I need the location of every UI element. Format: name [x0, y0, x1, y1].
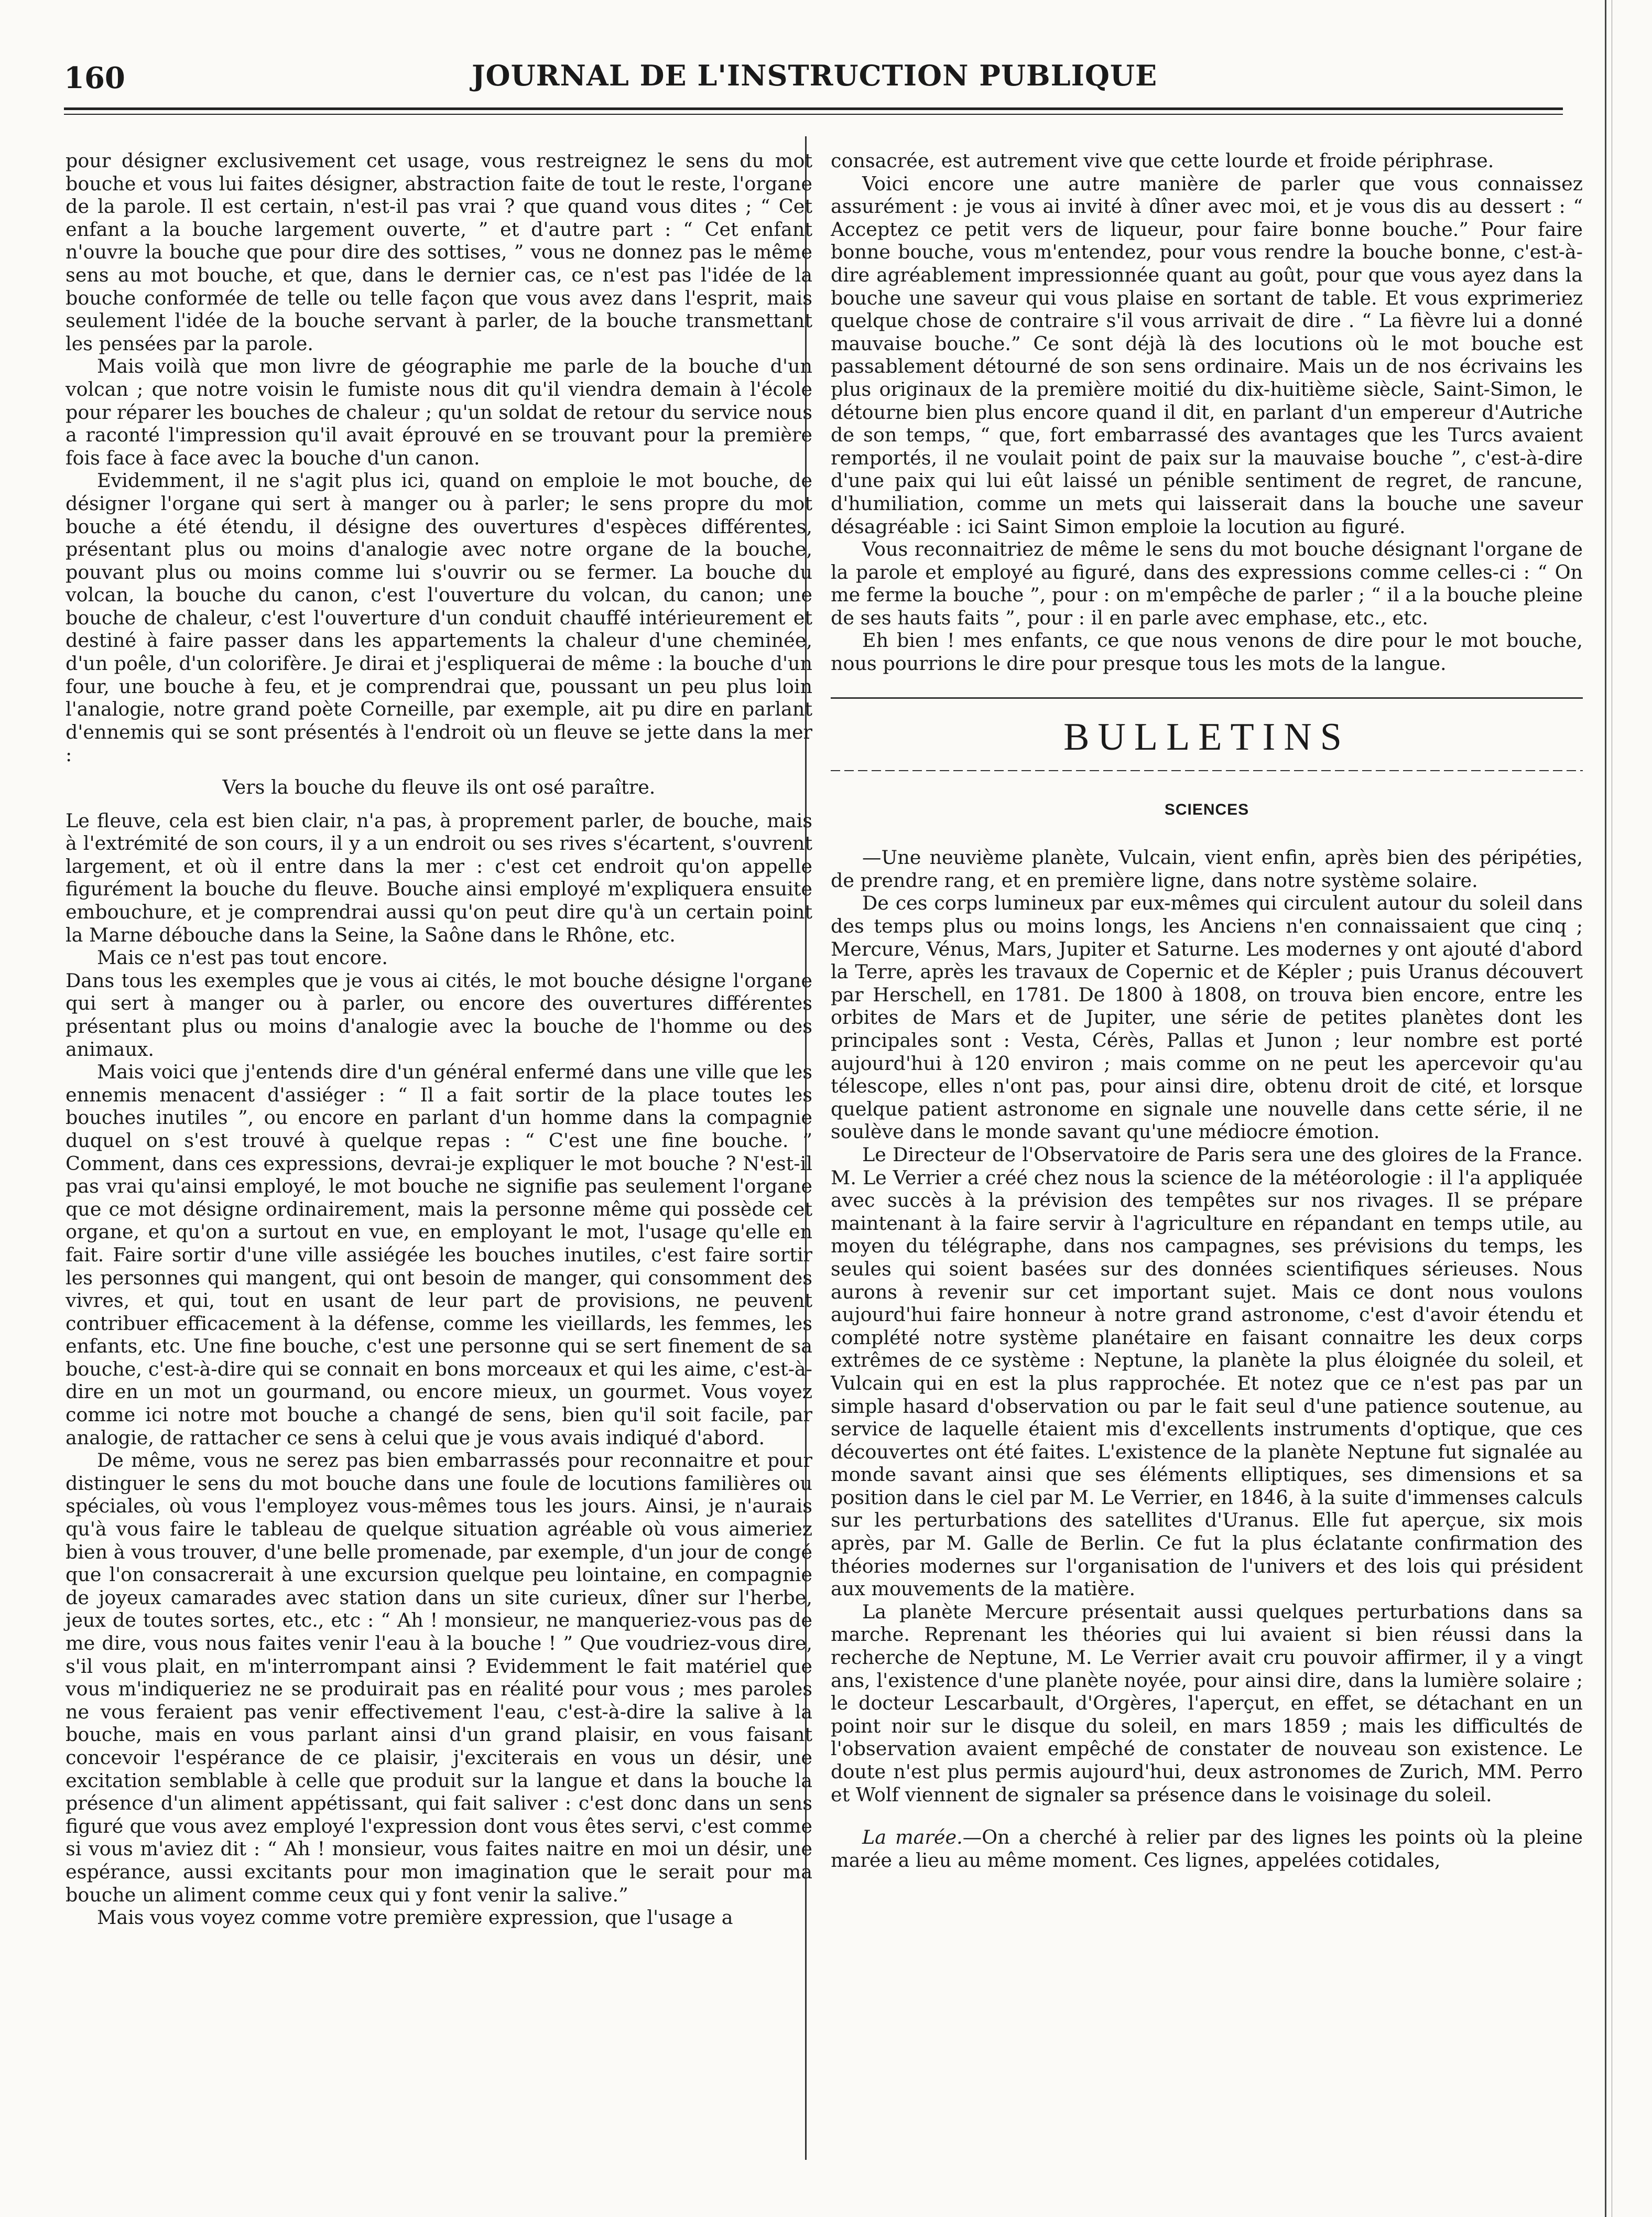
paragraph: Evidemment, il ne s'agit plus ici, quand on emploie le mot bouche, de désigner l'organe qui sert à manger ou à parler; le sens propre du mot bouche a été étendu, il désigne des ouvertures d'espèces différentes, présentant plus ou moins d'analogie avec notre organe de la bouche, pouvant plus ou moins comme lui s'ouvrir ou se fermer. La bouche du volcan, la bouche du canon, c'est l'ouverture du volcan, du canon; une bouche de chaleur, c'est l'ouverture d'un conduit chauffé intérieurement et destiné à faire passer dans les appartements la chaleur d'une cheminée, d'un poêle, d'un colorifère. Je dirai et j'espliquerai de même : la bouche d'un four, une bouche à feu, et je comprendrai que, poussant un peu plus loin l'analogie, notre grand poète Corneille, par exemple, ait pu dire en parlant d'ennemis qui se sont présentés à l'endroit où un fleuve se jette dans la mer :	[66, 469, 812, 766]
header-rule-thin	[64, 114, 1563, 115]
paragraph: Mais vous voyez comme votre première expression, que l'usage a	[97, 1906, 733, 1929]
header-rule	[64, 107, 1563, 110]
paragraph: La planète Mercure présentait aussi quelques perturbations dans sa marche. Reprenant les théories qui lui avaient si bien réussi dans la recherche de Neptune, M. Le Verrier avait cru pouvoir affirmer, il y a vingt ans, l'existence d'une planète noyée, pour ainsi dire, dans la lumière solaire ; le docteur Lescarbault, d'Orgères, l'aperçut, en effet, se détachant en un point noir sur le disque du soleil, en mars 1859 ; mais les difficultés de l'observation avaient empêché de constater de nouveau son existence. Le doute n'est plus permis aujourd'hui, deux astronomes de Zurich, MM. Perro et Wolf viennent de signaler sa présence dans le voisinage du soleil.	[831, 1600, 1583, 1806]
page-number: 160	[64, 61, 125, 95]
bulletins-rule	[831, 697, 1583, 699]
running-head: JOURNAL DE L'INSTRUCTION PUBLIQUE	[472, 59, 1158, 92]
paragraph: Mais voici que j'entends dire d'un général enfermé dans une ville que les ennemis menacent d'assiéger : “ Il a fait sortir de la place toutes les bouches inutiles ”, ou encore en parlant d'un homme dans la compagnie duquel on s'est trouvé à quelque repas : “ C'est une fine bouche. ” Comment, dans ces expressions, devrai-je expliquer le mot bouche ? N'est-il pas vrai qu'ainsi employé, le mot bouche ne signifie pas seulement l'organe que ce mot désigne ordinairement, mais la personne même qui possède cet organe, et qu'on a surtout en vue, en employant le mot, l'usage qu'elle en fait. Faire sortir d'une ville assiégée les bouches inutiles, c'est faire sortir les personnes qui mangent, qui ont besoin de manger, qui consomment des vivres, et qui, tout en usant de leur part de provisions, ne peuvent contribuer efficacement à la défense, comme les vieillards, les femmes, les enfants, etc. Une fine bouche, c'est une personne qui se sert finement de sa bouche, c'est-à-dire qui se connait en bons morceaux et qui les aime, c'est-à-dire en un mot un gourmand, ou encore mieux, un gourmet. Vous voyez comme ici notre mot bouche a changé de sens, bien qu'il soit facile, par analogie, de rattacher ce sens à celui que je vous avais indiqué d'abord.	[66, 1061, 812, 1449]
paragraph: Eh bien ! mes enfants, ce que nous venons de dire pour le mot bouche, nous pourrions le dire pour presque tous les mots de la langue.	[831, 629, 1583, 675]
paragraph: Mais voilà que mon livre de géographie me parle de la bouche d'un volcan ; que notre voisin le fumiste nous dit qu'il viendra demain à l'école pour réparer les bouches de chaleur ; qu'un soldat de retour du service nous a raconté l'impression qu'il avait éprouvé en se trouvant pour la première fois face à face avec la bouche d'un canon.	[66, 355, 812, 469]
paragraph: Vous reconnaitriez de même le sens du mot bouche désignant l'organe de la parole et employé au figuré, dans des expressions comme celles-ci : “ On me ferme la bouche ”, pour : on m'empêche de parler ; “ il a la bouche pleine de ses hauts faits ”, pour : il en parle avec emphase, etc., etc.	[831, 538, 1583, 629]
bulletins-rule-dashed	[831, 770, 1583, 771]
bulletins-heading: BULLETINS	[1063, 715, 1350, 759]
paragraph: pour désigner exclusivement cet usage, vous restreignez le sens du mot bouche et vous lui faites désigner, abstraction faite de tout le reste, l'organe de la parole. Il est certain, n'est-il pas vrai ? que quand vous dites ; “ Cet enfant a la bouche largement ouverte, ” et d'autre part : “ Cet enfant n'ouvre la bouche que pour dire des sottises, ” vous ne donnez pas le même sens au mot bouche, et que, dans le dernier cas, ce n'est pas l'idée de la bouche conformée de telle ou telle façon que vous avez dans l'esprit, mais seulement l'idée de la bouche servant à parler, de la bouche transmettant les pensées par la parole.	[66, 149, 812, 355]
run-in-head: La marée.	[862, 1826, 963, 1849]
paragraph: Voici encore une autre manière de parler que vous connaissez assurément : je vous ai invité à dîner avec moi, et je vous dis au dessert : “ Acceptez ce petit vers de liqueur, pour faire bonne bouche.” Pour faire bonne bouche, vous m'entendez, pour vous rendre la bouche bonne, c'est-à-dire agréablement impressionnée quant au goût, pour que vous ayez dans la bouche une saveur qui vous plaise en sortant de table. Et vous exprimeriez quelque chose de contraire s'il vous arrivait de dire . “ La fièvre lui a donné mauvaise bouche.” Ce sont déjà là des locutions où le mot bouche est passablement détourné de son sens ordinaire. Mais un de nos écrivains les plus originaux de la première moitié du dix-huitième siècle, Saint-Simon, le détourne bien plus encore quand il dit, en parlant d'un empereur d'Autriche de son temps, “ que, fort embarrassé des avantages que les Turcs avaient remportés, il ne voulait point de paix sur la mauvaise bouche ”, c'est-à-dire d'une paix qui lui eût laissé un pénible sentiment de regret, de rancune, d'humiliation, comme un mets qui laisserait dans la bouche une saveur désagréable : ici Saint Simon emploie la locution au figuré.	[831, 172, 1583, 538]
paragraph: Mais ce n'est pas tout encore.	[97, 946, 388, 969]
paragraph	[831, 1826, 1583, 1872]
paragraph: De même, vous ne serez pas bien embarrassés pour reconnaitre et pour distinguer le sens du mot bouche dans une foule de locutions familières ou spéciales, où vous l'employez vous-mêmes tous les jours. Ainsi, je n'aurais qu'à vous faire le tableau de quelque situation agréable où vous aimeriez bien à vous trouver, d'une belle promenade, par exemple, d'un jour de congé que l'on consacrerait à une excursion quelque peu lointaine, en compagnie de joyeux camarades avec station dans un site curieux, dîner sur l'herbe, jeux de toutes sortes, etc., etc : “ Ah ! monsieur, ne manqueriez-vous pas de me dire, vous nous faites venir l'eau à la bouche ! ” Que voudriez-vous dire, s'il vous plait, en m'interrompant ainsi ? Evidemment le fait matériel que vous m'indiqueriez ne se produirait pas en réalité pour vous ; mes paroles ne vous feraient pas venir effectivement l'eau, c'est-à-dire la salive à la bouche, mais en vous parlant ainsi d'un grand plaisir, en vous faisant concevoir l'espérance de ce plaisir, j'exciterais en vous un désir, une excitation semblable à celle que produit sur la langue et dans la bouche la présence d'un aliment appétissant, qui fait saliver : c'est donc dans un sens figuré que vous avez employé l'expression dont vous êtes servi, c'est comme si vous m'aviez dit : “ Ah ! monsieur, vous faites naitre en moi un désir, une espérance, aussi excitants pour mon imagination que le serait pour ma bouche un aliment comme ceux qui y font venir la salive.”	[66, 1449, 812, 1906]
section-heading: SCIENCES	[1164, 801, 1249, 818]
paragraph: Le Directeur de l'Observatoire de Paris sera une des gloires de la France. M. Le Verrier a créé chez nous la science de la météorologie : il l'a appliquée avec succès à la prévision des tempêtes sur nos rivages. Il se prépare maintenant à la faire servir à l'agriculture en répandant en temps utile, au moyen du télégraphe, dans nos campagnes, ses prévisions du temps, les seules qui soient basées sur des données scientifiques sérieuses. Nous aurons à revenir sur cet important sujet. Mais ce dont nous voulons aujourd'hui faire honneur à notre grand astronome, c'est d'avoir étendu et complété notre système planétaire en faisant connaitre les deux corps extrêmes de ce système : Neptune, la planète la plus éloignée du soleil, et Vulcain qui en est la plus rapprochée. Et notez que ce n'est pas par un simple hasard d'observation ou par le fait seul d'une patience soutenue, au service de laquelle étaient mis d'excellents instruments d'optique, que ces découvertes ont été faites. L'existence de la planète Neptune fut signalée au monde savant ainsi que ses éléments elliptiques, ses dimensions et sa position dans le ciel par M. Le Verrier, en 1846, à la suite d'immenses calculs sur les perturbations des satellites d'Uranus. Elle fut aperçue, six mois après, par M. Galle de Berlin. Ce fut la plus éclatante confirmation des théories modernes sur l'organisation de l'univers et des lois qui président aux mouvements de la matière.	[831, 1143, 1583, 1600]
binding-edge	[1605, 0, 1606, 2217]
paragraph: De ces corps lumineux par eux-mêmes qui circulent autour du soleil dans des temps plus ou moins longs, les Anciens n'en connaissaient que cinq ; Mercure, Vénus, Mars, Jupiter et Saturne. Les modernes y ont ajouté d'abord la Terre, après les travaux de Copernic et de Képler ; puis Uranus découvert par Herschell, en 1781. De 1800 à 1808, on trouva bien encore, entre les orbites de Mars et de Jupiter, une série de petites planètes dont les principales sont : Vesta, Cérès, Pallas et Junon ; leur nombre est porté aujourd'hui à 120 environ ; mais comme on ne peut les apercevoir qu'au télescope, elles n'ont pas, pour ainsi dire, obtenu droit de cité, et lorsque quelque patient astronome en signale une nouvelle dans cette série, il ne soulève dans le monde savant qu'une médiocre émotion.	[831, 892, 1583, 1143]
left-column	[66, 149, 812, 1929]
paragraph-text: —On a cherché à relier par des lignes les points où la pleine marée a lieu au même moment. Ces lignes, appelées cotidales,	[831, 1826, 1583, 1872]
paragraph: —Une neuvième planète, Vulcain, vient enfin, après bien des péripéties, de prendre rang, et en première ligne, dans notre système solaire.	[831, 846, 1583, 892]
verse-quote: Vers la bouche du fleuve ils ont osé paraître.	[222, 776, 656, 799]
right-column	[831, 149, 1583, 1872]
paragraph: consacrée, est autrement vive que cette lourde et froide périphrase.	[831, 149, 1494, 172]
paragraph: Le fleuve, cela est bien clair, n'a pas, à proprement parler, de bouche, mais à l'extrémité de son cours, il y a un endroit ou ses rives s'écartent, s'ouvrent largement, et où il entre dans la mer : c'est cet endroit qu'on appelle figurément la bouche du fleuve. Bouche ainsi employé m'expliquera ensuite embouchure, et je comprendrai aussi qu'on peut dire qu'à un certain point la Marne débouche dans la Seine, la Saône dans le Rhône, etc.	[66, 809, 812, 946]
paragraph: Dans tous les exemples que je vous ai cités, le mot bouche désigne l'organe qui sert à manger ou à parler, ou encore des ouvertures différentes présentant plus ou moins d'analogie avec la bouche de l'homme ou des animaux.	[66, 969, 812, 1061]
